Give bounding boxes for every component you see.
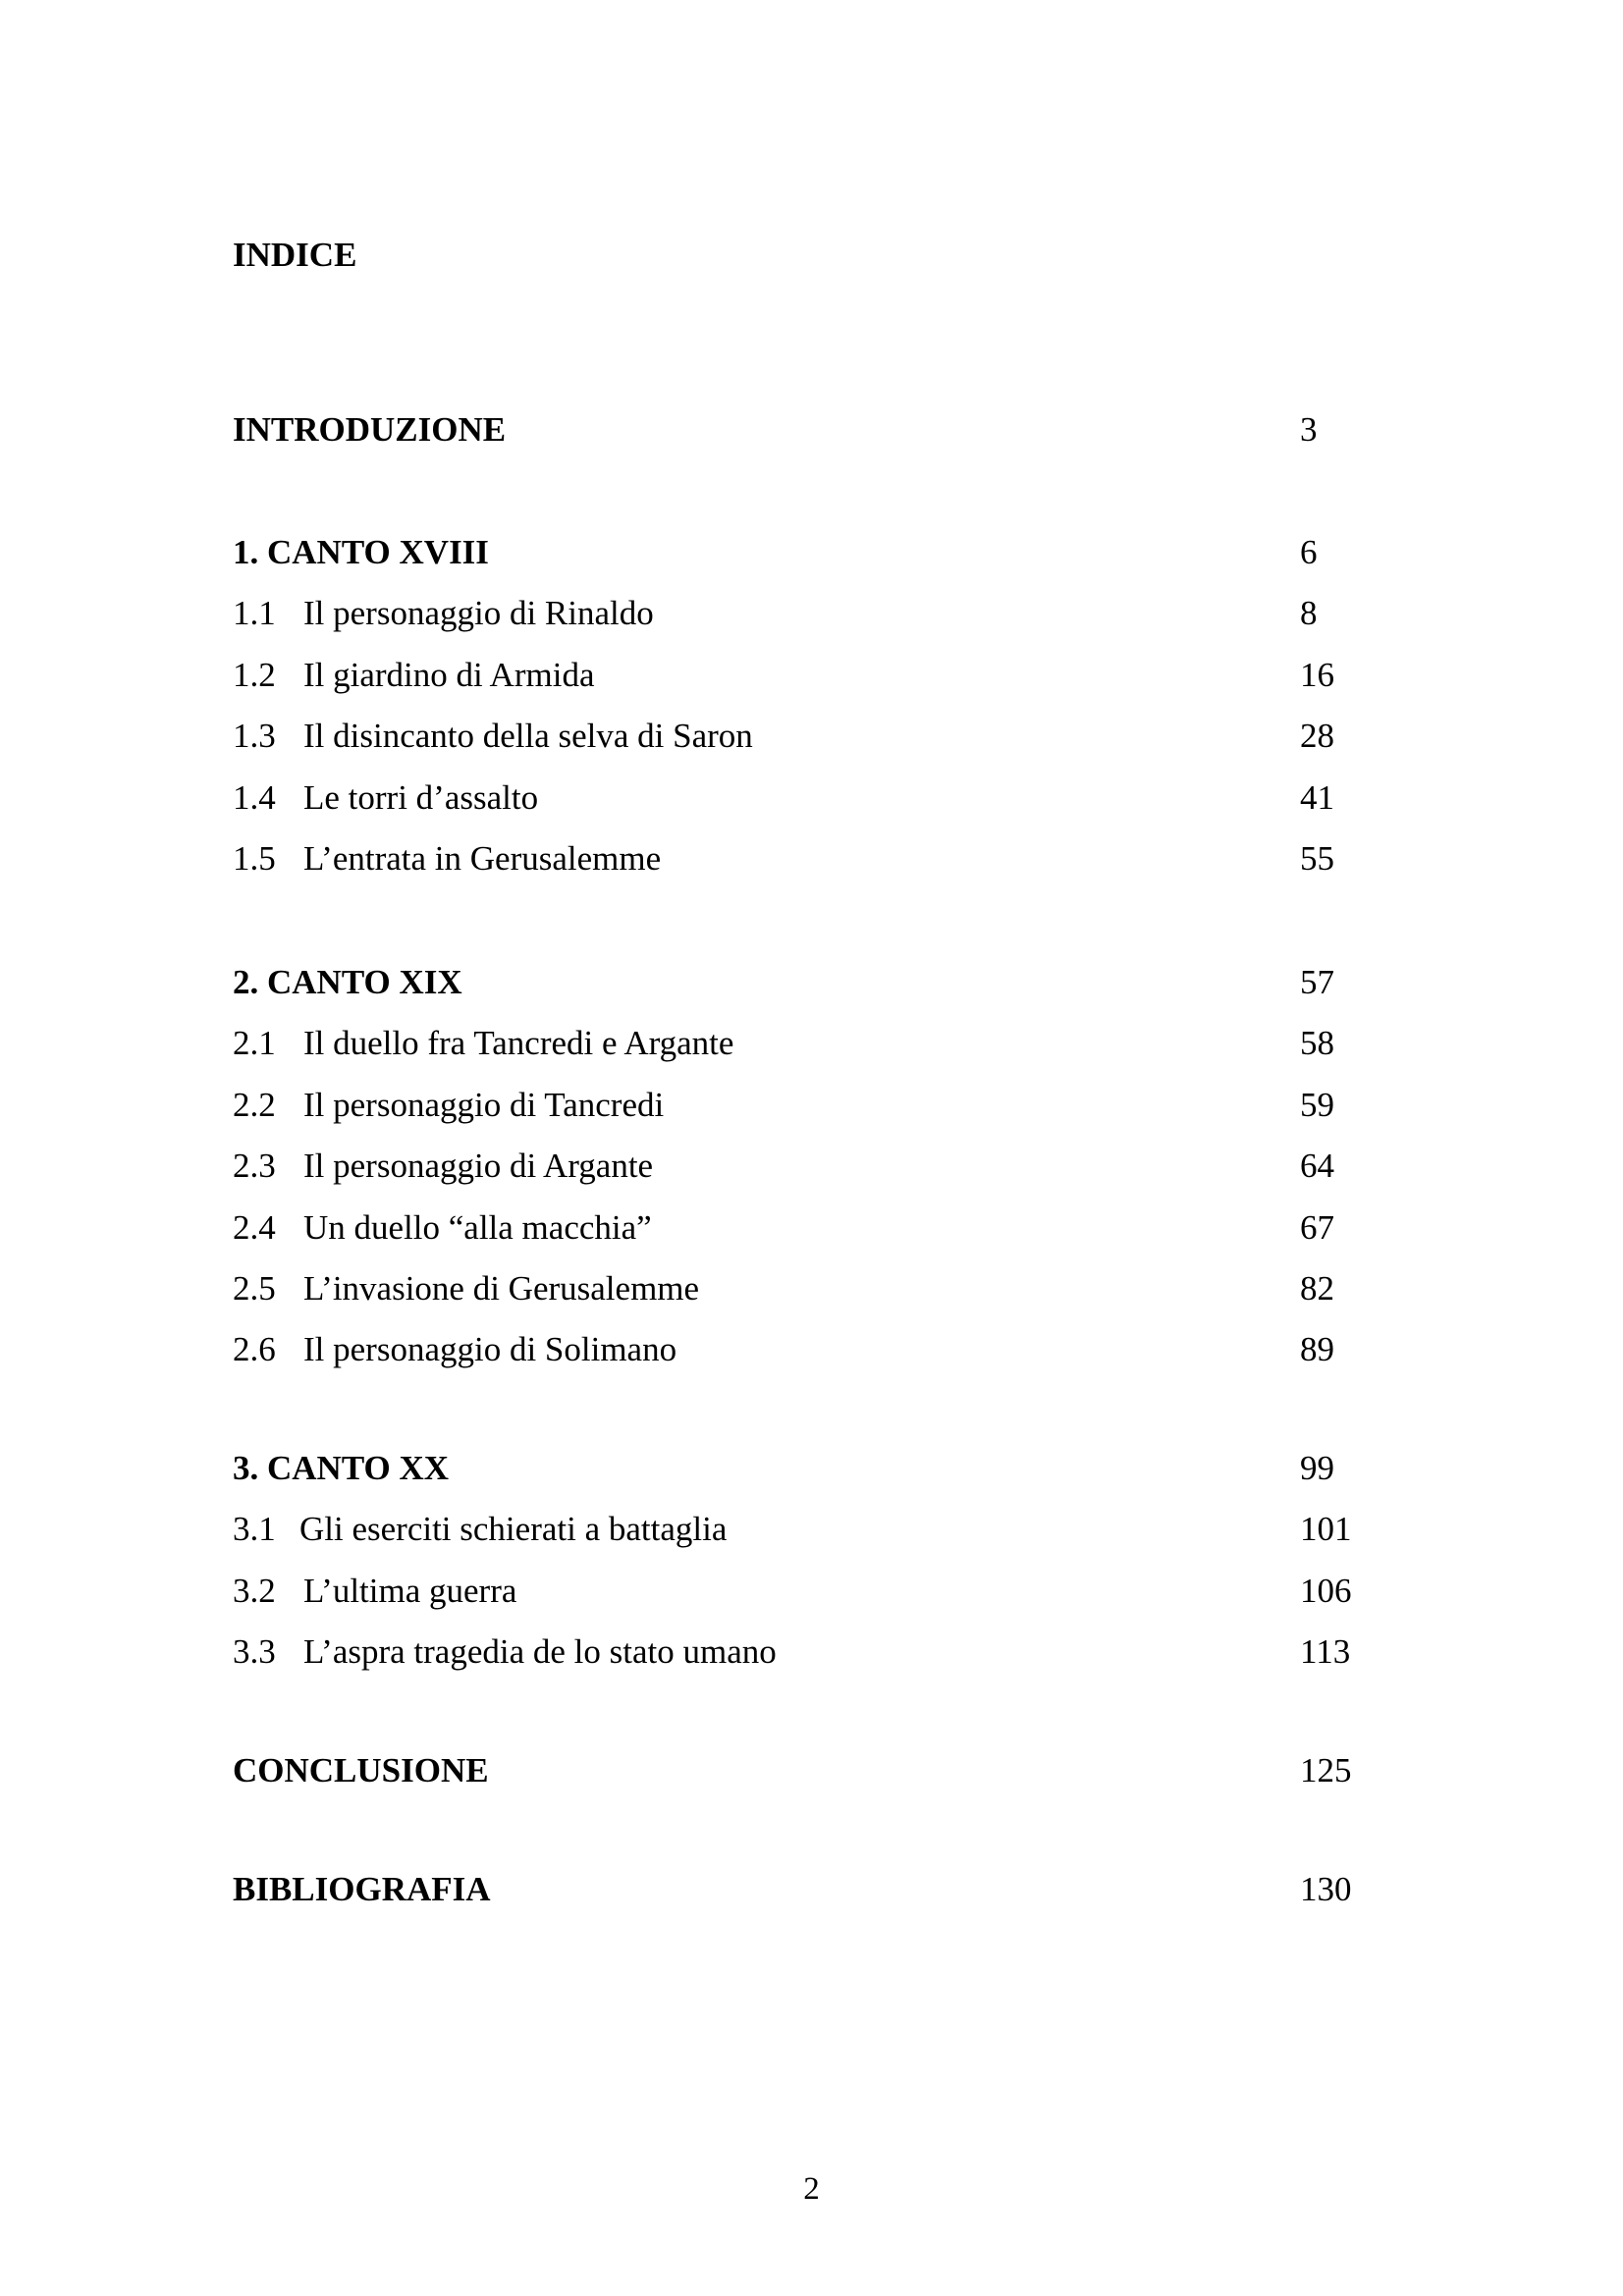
toc-entry-page: 3 [1300,410,1318,449]
toc-section-page: 64 [1300,1147,1334,1185]
toc-section-title: L’entrata in Gerusalemme [303,839,662,878]
toc-section-title: Il disincanto della selva di Saron [303,717,753,755]
toc-section-number: 2.5 [233,1269,276,1308]
toc-entry-page: 125 [1300,1751,1352,1789]
page-number: 2 [803,2171,820,2207]
toc-section-page: 16 [1300,656,1334,694]
toc-chapter-heading [233,1443,1362,1494]
toc-section-page: 67 [1300,1208,1334,1247]
toc-section-title: Gli eserciti schierati a battaglia [299,1510,728,1548]
toc-section-page: 55 [1300,839,1334,878]
toc-chapter-page: 57 [1300,963,1334,1001]
toc-section-title: Il duello fra Tancredi e Argante [303,1024,734,1062]
toc-section-number: 1.1 [233,594,276,632]
toc-section [233,1324,1362,1375]
toc-section-title: Il personaggio di Rinaldo [303,594,654,632]
toc-section [233,1018,1362,1069]
toc-section-title: Un duello “alla macchia” [303,1208,652,1247]
toc-section [233,1566,1362,1617]
toc-section-title: Il giardino di Armida [303,656,595,694]
toc-section [233,1202,1362,1254]
toc-entry-page: 130 [1300,1870,1352,1908]
toc-section-page: 113 [1300,1632,1351,1671]
toc-section-page: 58 [1300,1024,1334,1062]
toc-section-number: 1.5 [233,839,276,878]
toc-section-title: Le torri d’assalto [303,778,539,817]
toc-section-number: 2.2 [233,1086,276,1124]
toc-chapter-page: 99 [1300,1449,1334,1487]
toc-section-title: Il personaggio di Argante [303,1147,654,1185]
toc-chapter-heading [233,957,1362,1008]
toc-section-number: 1.2 [233,656,276,694]
toc-section-number: 2.1 [233,1024,276,1062]
toc-section [233,773,1362,824]
toc-section-number: 3.3 [233,1632,276,1671]
toc-section-number: 1.3 [233,717,276,755]
toc-section-title: L’ultima guerra [303,1572,517,1610]
toc-section-page: 28 [1300,717,1334,755]
toc-section [233,711,1362,762]
toc-section-title: L’invasione di Gerusalemme [303,1269,700,1308]
page-title: INDICE [233,236,357,274]
toc-section [233,1141,1362,1192]
toc-section-page: 59 [1300,1086,1334,1124]
toc-section-page: 82 [1300,1269,1334,1308]
toc-entry-conclusione [233,1745,1362,1796]
toc-section [233,1080,1362,1131]
toc-entry-label: INTRODUZIONE [233,410,507,449]
toc-entry-introduzione [233,404,1362,455]
toc-chapter-label: 1. CANTO XVIII [233,533,489,571]
toc-chapter-label: 3. CANTO XX [233,1449,450,1487]
toc-section-number: 3.2 [233,1572,276,1610]
toc-section [233,650,1362,701]
toc-section [233,833,1362,884]
toc-section [233,1263,1362,1314]
toc-section-page: 8 [1300,594,1318,632]
toc-section-number: 3.1 [233,1510,276,1548]
toc-section-number: 2.6 [233,1330,276,1368]
toc-section-page: 41 [1300,778,1334,817]
toc-section [233,1627,1362,1678]
toc-chapter-heading [233,527,1362,578]
toc-chapter-label: 2. CANTO XIX [233,963,462,1001]
toc-section-page: 101 [1300,1510,1352,1548]
toc-section-page: 106 [1300,1572,1352,1610]
toc-section-page: 89 [1300,1330,1334,1368]
toc-section-number: 2.4 [233,1208,276,1247]
toc-section [233,588,1362,639]
toc-chapter-page: 6 [1300,533,1318,571]
toc-entry-label: CONCLUSIONE [233,1751,489,1789]
toc-section [233,1504,1362,1555]
toc-entry-label: BIBLIOGRAFIA [233,1870,491,1908]
toc-section-number: 2.3 [233,1147,276,1185]
toc-section-title: L’aspra tragedia de lo stato umano [303,1632,777,1671]
toc-entry-bibliografia [233,1864,1362,1915]
toc-section-number: 1.4 [233,778,276,817]
toc-section-title: Il personaggio di Solimano [303,1330,677,1368]
toc-section-title: Il personaggio di Tancredi [303,1086,665,1124]
